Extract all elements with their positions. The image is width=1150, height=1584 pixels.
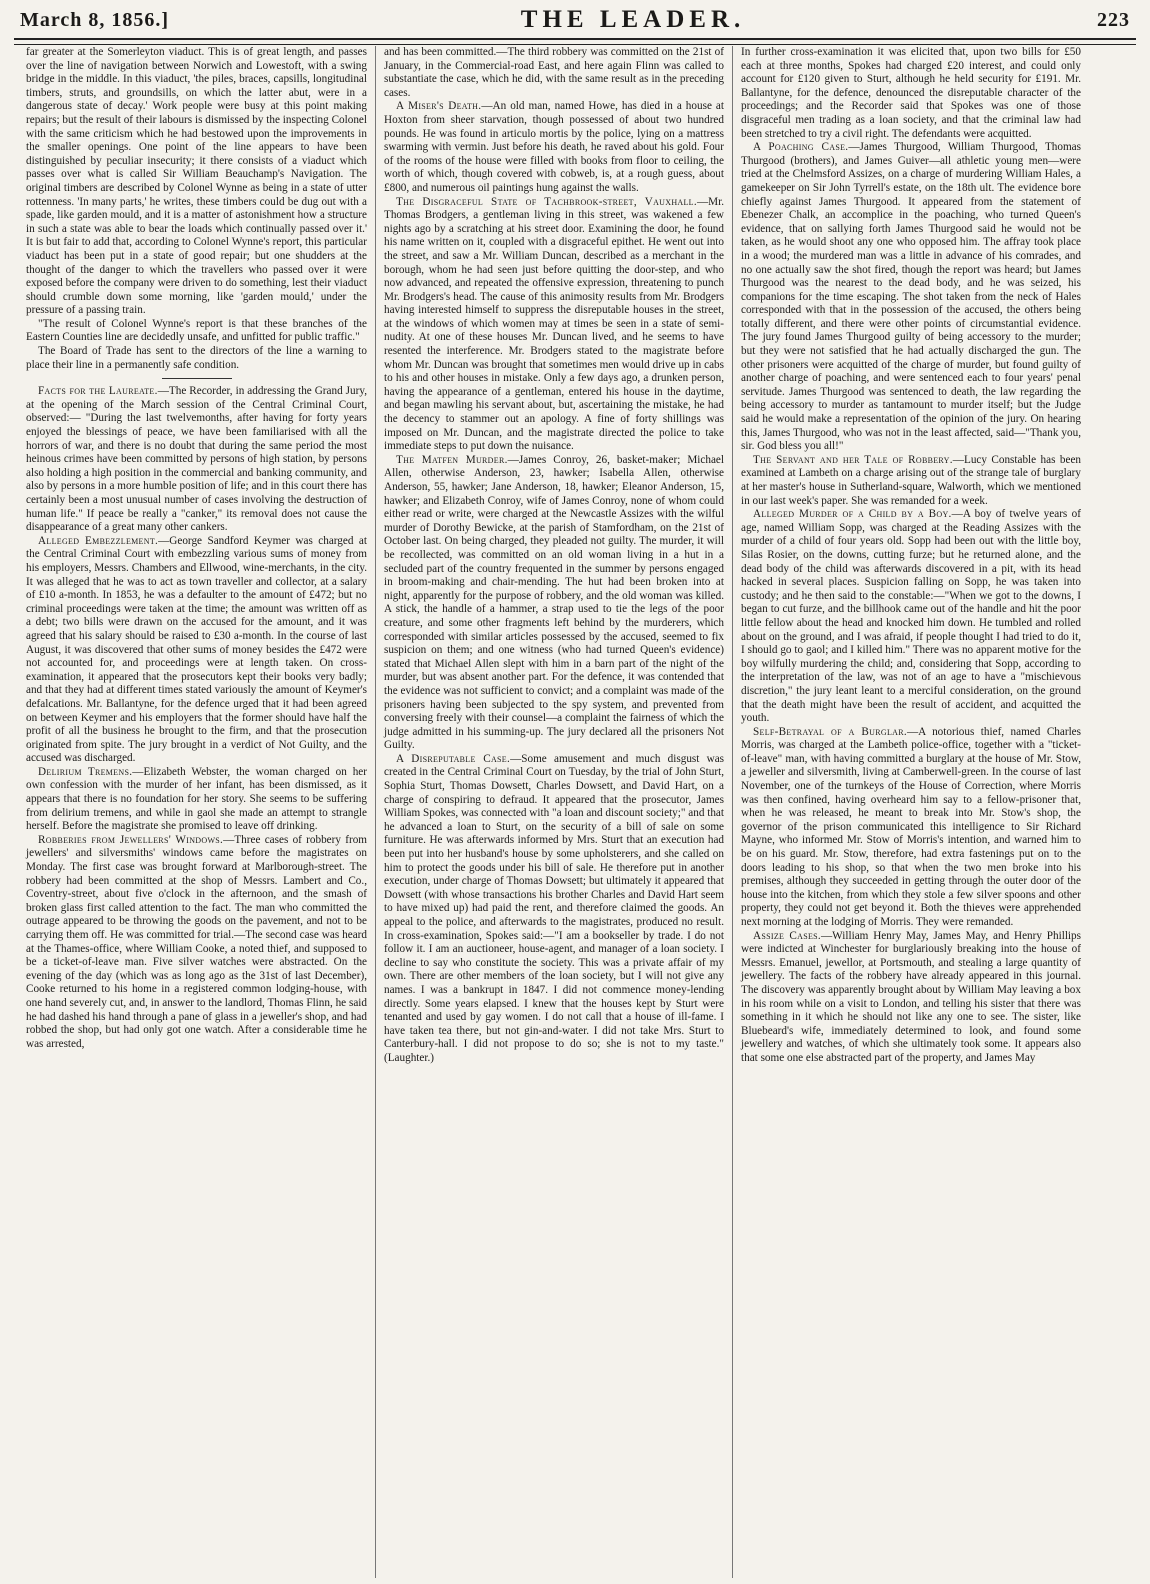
article-body: —Mr. Thomas Brodgers, a gentleman living in this street, was wakened a few nights ago by a scratching at his street door. Examining the door, he found his name written on it, coupled with a disgraceful epithet. He went out into the street, and saw a Mr. William Duncan, described as a merchant in the borough, whom he had seen just before quitting the door-step, and who now advanced, and repeated the offensive expression, threatening to punch Mr. Brodgers's head. The cause of this animosity results from Mr. Brodgers having interested himself to suppress the disreputable houses in the street, at the windows of which women may at times be seen in a state of semi-nudity. At one of these houses Mr. Duncan lived, and he seems to have resented the interference. Mr. Brodgers stated to the magistrate before whom Mr. Duncan was brought that sometimes men would drive up in cabs to his and other houses in mistake. Only a few days ago, a drunken person, having the appearance of a gentleman, entered his house in the daytime, and began mawling his servant about, but, ascertaining the mistake, he had the decency to stammer out an apology. A fine of forty shillings was imposed on Mr. Duncan, and the magistrate directed the police to take immediate steps to put down the nuisance.: [384, 195, 724, 453]
article-item: [26, 535, 367, 766]
article-body: —The Recorder, in addressing the Grand Jury, at the opening of the March session of the Central Criminal Court, observed:— "During the last twelvemonths, after having for forty years enjoyed the blessings of peace, we have been familiarised with all the horrors of war, and there is no doubt that during the same period the most heinous crimes have been committed by persons of high station, by persons also holding a high position in the commercial and banking community, and also by persons in a more humble position of life; and in this court there has certainly been a most unusual number of cases involving the destruction of human life." If peace be really a "canker," its removal does not cause the disappearance of a great many other cankers.: [26, 385, 368, 534]
article-heading: Assize Cases.: [753, 929, 821, 942]
article-heading: The Disgraceful State of Tachbrook-street, Vauxhall.: [396, 195, 697, 208]
article-item: [741, 454, 1081, 508]
article-heading: Delirium Tremens.: [38, 765, 133, 778]
article-body: —A notorious thief, named Charles Morris, was charged at the Lambeth police-office, together with a "ticket-of-leave" man, with having committed a burglary at the house of Mr. Stow, a jeweller and silversmith, living at Camberwell-green. In the course of last November, one of the turnkeys of the House of Correction, where Morris was then confined, having overheard him say to a fellow-prisoner that, when he was released, he meant to break into Mr. Stow's shop, the governor of the prison communicated this intelligence to Sir Richard Mayne, who informed Mr. Stow of Morris's intention, and warned him to be on his guard. Mr. Stow, therefore, had extra fastenings put on to the doors leading to his shop, so that when the two men broke into his premises, although they succeeded in getting through the outer door of the house into the kitchen, from which they stole a few silver spoons and other property, they could not get beyond it. Both the thieves were apprehended next morning at the lodging of Morris. They were remanded.: [741, 725, 1081, 928]
article-heading: Alleged Embezzlement.: [38, 534, 159, 547]
article-body: —James Conroy, 26, basket-maker; Michael Allen, otherwise Anderson, 23, hawker; Isabella Allen, otherwise Anderson, 55, hawker; Jane Anderson, 18, hawker; Eleanor Anderson, 15, hawker; and Elizabeth Conroy, wife of James Conroy, none of whom could either read or write, were charged at the Newcastle Assizes with the wilful murder of Dorothy Bewicke, at the parish of Stamfordham, on the 21st of October last. On being charged, they pleaded not guilty. The murder, it will be recollected, was committed on an old woman living in a hut in a secluded part of the country frequented in the summer by persons engaged in broom-making and chair-mending. The hut had been broken into at night, apparently for the purpose of robbery, and the old woman was killed. A stick, the handle of a hammer, a strap used to tie the legs of the poor creature, and some other fragments left behind by the murderers, which corresponded with similar articles possessed by the accused, seemed to fix suspicion on them; and one witness (who had turned Queen's evidence) stated that Michael Allen slept with him in a barn part of the night of the murder, but was absent another part. For the defence, it was contended that the evidence was not sufficient to convict; and a complaint was made of the prisoners having been subjected to the spy system, and prevented from conversing freely with their counsel—a complaint the fairness of which the judge admitted in his summing-up. The jury declared all the prisoners Not Guilty.: [384, 453, 724, 752]
article-heading: The Servant and her Tale of Robbery.: [753, 453, 953, 466]
article-item: [384, 454, 724, 753]
article-body: —George Sandford Keymer was charged at the Central Criminal Court with embezzling various sums of money from his employers, Messrs. Chambers and Ellwood, wine-merchants, in the city. It was alleged that he was to act as town traveller and collector, at a salary of £10 a-month. In 1853, he was a defaulter to the amount of £472; but no criminal proceedings were taken at the time; the amount was written off as a debt; two bills were drawn on the accused for the amount, and it was agreed that his salary should be raised to £30 a-month. In the course of last August, it was discovered that other sums of money besides the £472 were not accounted for, and proceedings were at length taken. On cross-examination, it appeared that the prosecutors kept their books very badly; and that they had at different times stated variously the amount of Keymer's defalcations. Mr. Ballantyne, for the defence urged that it had been agreed on between Keymer and his employers that the former should have half the profit of all the business he brought to the firm, and that the prosecution originated from spite. The jury brought in a verdict of Not Guilty, and the accused was discharged.: [26, 534, 367, 765]
page-number: 223: [1096, 8, 1130, 31]
column-3: [732, 46, 1089, 1578]
newspaper-title: THE LEADER.: [520, 6, 746, 33]
article-item: [741, 141, 1081, 454]
section-divider: [162, 378, 232, 379]
page-header: [20, 6, 1130, 34]
article-body: —A boy of twelve years of age, named William Sopp, was charged at the Reading Assizes with the murder of a child of four years old. Sopp had been out with the little boy, Silas Rosier, on the downs, cutting furze; but he returned alone, and the dead body of the child was afterwards discovered in a pit, with its head hacked in several places. Suspicion falling on Sopp, he was taken into custody; and he then said to the constable:—"When we got to the downs, I began to cut furze, and the billhook came out of the handle and hit the poor little fellow about the head and knocked him down. He tumbled and rolled about on the ground, and I was afraid, if people thought I had tried to do it, I should go to gaol; and I killed him." There was no apparent motive for the boy wilfully murdering the child; and, considering that Sopp, according to the interpretation of the law, was not of an age to have a "mischievous discretion," the jury leant leant to a merciful consideration, on the ground that the death might have been the result of accident, and acquitted the youth.: [741, 508, 1081, 725]
article-heading: Robberies from Jewellers' Windows.: [38, 833, 224, 846]
article-heading: The Matfen Murder.: [396, 453, 508, 466]
article-item: [741, 930, 1081, 1066]
article-heading: Facts for the Laureate.: [38, 385, 158, 398]
article-body: —James Thurgood, William Thurgood, Thomas Thurgood (brothers), and James Guiver—all athletic young men—were tried at the Chelmsford Assizes, on a charge of murdering William Hales, a gamekeeper on Sir John Tyrrell's estate, on the 18th ult. The evidence bore chiefly against James Thurgood. It appeared from the statement of Ebenezer Chalk, an accomplice in the poaching, who turned Queen's evidence, that on sallying forth James Thurgood said he would not be taken, as he would shoot any one who opposed him. The affray took place in a wood; the murdered man was a little in advance of his comrades, and no one actually saw the shot fired, though the report was heard; but James Thurgood was the nearest to the dead body, and he was seized, his companions for the time escaping. The shot taken from the neck of Hales corresponded with that in the possession of the accused, the others being totally different, and there were other points of circumstantial evidence. The jury found James Thurgood guilty of being accessory to the murder; but they were not satisfied that he had actually discharged the gun. The other prisoners were acquitted of the charge of murder, but found guilty of another charge of poaching, and were sentenced each to four years' penal servitude. James Thurgood was sentenced to death, the law regarding the being accessory to murder as tantamount to murder itself; but the Judge said he would make a representation of the opinion of the jury. On hearing this, James Thurgood, who was not in the least affected, said—"Thank you, sir. God bless you all!": [741, 141, 1081, 453]
article-item: [26, 766, 367, 834]
issue-date: March 8, 1856.]: [20, 8, 170, 31]
article-body: —Some amusement and much disgust was created in the Central Criminal Court on Tuesday, by the trial of John Sturt, Sophia Sturt, Thomas Dowsett, Charles Dowsett, and David Hart, on a charge of conspiring to defraud. It appeared that the prosecutor, James William Spokes, was connected with "a loan and discount society;" and that he advanced a loan to Sturt, on the security of a bill of sale on some furniture. He was afterwards informed by Mrs. Sturt that an execution had been put into her husband's house by some upholsterers, and she called on him to protect the goods under his bill of sale. He therefore put in another execution, under charge of Thomas Dowsett; but ultimately it appeared that Dowsett (with whose transactions his brother Charles and David Hart seem to have mixed up) had paid the rent, and therefore claimed the goods. An appeal to the police, and afterwards to the magistrates, produced no result. In cross-examination, Spokes said:—"I am a bookseller by trade. I do not follow it. I am an auctioneer, house-agent, and manager of a loan society. I decline to say who constitute the society. This was a private affair of my own. There are other members of the loan society, but I will not give any names. I was a bankrupt in 1847. I did not commence money-lending directly. Some years elapsed. I knew that the houses kept by Sturt were tenanted and used by gay women. I do not call that a house of ill-fame. I have taken tea there, but not gin-and-water. I did not take Mrs. Sturt to Canterbury-hall. I did not propose to do so; she is not to my taste." (Laughter.): [384, 752, 725, 1064]
article-paragraph: The Board of Trade has sent to the directors of the line a warning to place their line in a permanently safe condition.: [26, 345, 367, 371]
column-2: [375, 46, 732, 1578]
article-heading: A Miser's Death.: [396, 100, 482, 113]
article-columns: [18, 46, 1132, 1578]
article-heading: A Disreputable Case.: [396, 752, 511, 765]
article-paragraph: far greater at the Somerleyton viaduct. This is of great length, and passes over the line of navigation between Norwich and Lowestoft, with a swing bridge in the middle. In this viaduct, 'the piles, braces, capsills, longitudinal timbers, struts, and groundsills, on which the latter abut, were in a dangerous state of decay.' Work people were busy at this point making repairs; but the result of their labours is dismissed by the inspecting Colonel with the same criticism which he had bestowed upon the improvements in the smaller openings. One point of the line appears to have been distinguished by peculiar insecurity; it there consists of a viaduct which passes over what is called Sir William Beauchamp's Navigation. The original timbers are described by Colonel Wynne as being in a state of utter rottenness. 'In many parts,' he writes, these timbers could be dug out with a spade, like garden mould, and it is a matter of astonishment how a structure in such a state was able to bear the loads which continually passed over it.' It is but fair to add that, according to Colonel Wynne's report, this particular viaduct has been put in a state of good repair; but one shudders at the thought of the danger to which the travellers who passed over it were exposed before the company were driven to do something, lest their viaduct should crumble down some morning, like 'garden mould,' under the pressure of a passing train.: [26, 46, 367, 317]
column-1: [18, 46, 375, 1578]
article-heading: A Poaching Case.: [753, 141, 849, 154]
article-paragraph: "The result of Colonel Wynne's report is that these branches of the Eastern Counties line are decidedly unsafe, and unfitted for public traffic.": [26, 317, 367, 344]
article-heading: Self-Betrayal of a Burglar.: [753, 725, 907, 738]
article-item: [384, 100, 724, 195]
article-body: —Elizabeth Webster, the woman charged on her own confession with the murder of her infant, has been dismissed, as it appears that there is no foundation for her story. She seems to be suffering from delirium tremens, and while in gaol she made an attempt to strangle herself. Before the magistrate she promised to leave off drinking.: [26, 765, 367, 833]
article-item: [741, 508, 1081, 726]
article-body: —Three cases of robbery from jewellers' and silversmiths' windows came before the magistrates on Monday. The first case was brought forward at Marlborough-street. The robbery had been committed at the shop of Messrs. Lambert and Co., Coventry-street, about five o'clock in the afternoon, and the smash of broken glass first called attention to the fact. The man who committed the outrage appeared to be throwing the goods on the pavement, and not to be carrying them off. He was committed for trial.—The second case was heard at the Thames-office, where William Cooke, a noted thief, and supposed to be a ticket-of-leave man. Five silver watches were abstracted. On the evening of the day (which was as long ago as the 31st of last December), Cooke returned to his home in a registered common lodging-house, with one hand severely cut, and, in answer to the landlord, Thomas Flinn, he said he had dashed his hand through a pane of glass in a jeweller's shop, and had robbed the shop, but had only got one watch. After a considerable time he was arrested,: [26, 833, 367, 1050]
article-body: —William Henry May, James May, and Henry Phillips were indicted at Winchester for burglariously breaking into the house of Messrs. Emanuel, jewellor, at Portsmouth, and stealing a large quantity of jewellery. The facts of the robbery have already appeared in this journal. The discovery was apparently brought about by William May leaving a box in his room while on a visit to London, and telling his sister that there was something in it which he should not like any one to see. The sister, like Bluebeard's wife, immediately determined to look, and found some jewellery and watches, of which she ultimately took some. It appears also that some one else abstracted part of the property, and James May: [741, 929, 1081, 1064]
article-body: —Lucy Constable has been examined at Lambeth on a charge arising out of the strange tale of burglary at her master's house in Sutherland-square, Walworth, which we mentioned in our last week's paper. She was remanded for a week.: [741, 453, 1081, 507]
header-rule: [14, 38, 1136, 45]
article-item: [741, 726, 1081, 930]
article-item: [384, 196, 724, 454]
article-item: [26, 385, 367, 535]
article-paragraph: and has been committed.—The third robbery was committed on the 21st of January, in the Commercial-road East, and here again Flinn was called to substantiate the case, which he did, with the same result as in the preceding cases.: [384, 46, 724, 99]
article-heading: Alleged Murder of a Child by a Boy.: [753, 508, 952, 521]
article-item: [26, 834, 367, 1052]
article-item: [384, 753, 724, 1066]
article-body: —An old man, named Howe, has died in a house at Hoxton from sheer starvation, though possessed of about two hundred pounds. He was found in articulo mortis by the police, lying on a mattress swarming with vermin. Just before his death, he raved about his gold. Four of the rooms of the house were filled with books from floor to ceiling, the worth of which, though covered with cobweb, is, at a rough guess, about £800, and numerous oil paintings hung against the walls.: [384, 100, 724, 194]
article-paragraph: In further cross-examination it was elicited that, upon two bills for £50 each at three months, Spokes had charged £20 interest, and could only account for £120 given to Sturt, although he held security for £191. Mr. Ballantyne, for the defence, denounced the disreputable character of the proceedings; and the Recorder said that Spokes was one of those disgraceful men trading as a loan society, and that the criminal law had been stretched to try a civil right. The defendants were acquitted.: [741, 46, 1081, 140]
